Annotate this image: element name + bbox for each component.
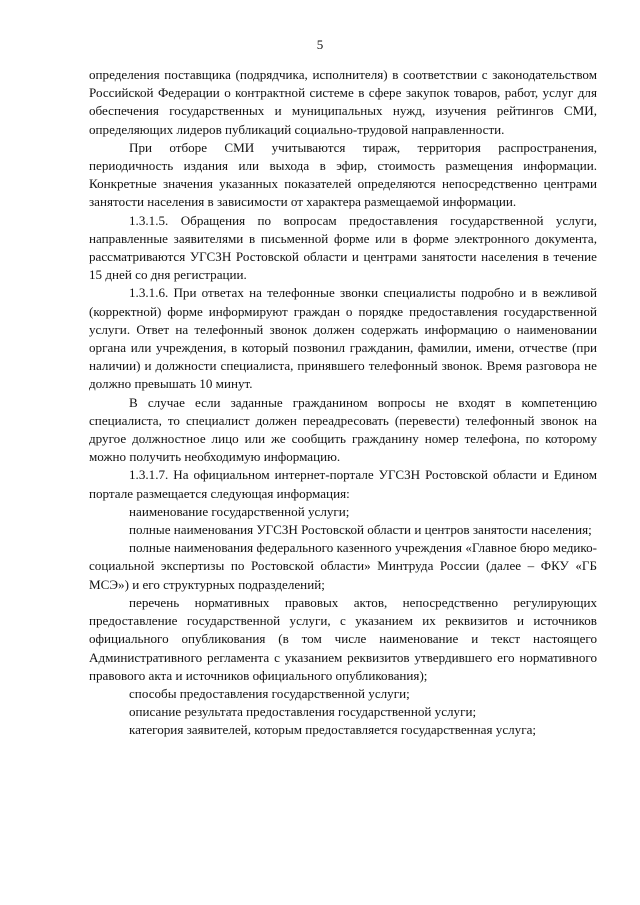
list-item-provision-methods: способы предоставления государственной услуги;	[129, 685, 410, 701]
list-item-agency-names: полные наименования УГСЗН Ростовской области и центров занятости населения;	[129, 522, 592, 538]
paragraph-1-3-1-7: 1.3.1.7. На официальном интернет-портале УГСЗН Ростовской области и Едином портале размещается следующая информация:	[89, 467, 597, 501]
list-item-service-name: наименование государственной услуги;	[129, 503, 350, 519]
paragraph-continuation: определения поставщика (подрядчика, исполнителя) в соответствии с законодательством Российской Федерации о контрактной системе в сфере закупок товаров, работ, услуг для обеспечения государственных и муниципальных нужд, изучения рейтингов СМИ, определяющих лидеров публикаций социально-трудовой направленности.	[89, 67, 597, 137]
document-body	[89, 66, 597, 740]
list-item-applicant-category: категория заявителей, которым предоставляется государственная услуга;	[129, 722, 537, 738]
paragraph-1-3-1-5: 1.3.1.5. Обращения по вопросам предоставления государственной услуги, направленные заявителями в письменной форме или в форме электронного документа, рассматриваются УГСЗН Ростовской области и центрами занятости населения в течение 15 дней со дня регистрации.	[89, 212, 597, 283]
page-number: 5	[316, 37, 324, 52]
list-item-legal-acts: перечень нормативных правовых актов, непосредственно регулирующих предоставление государственной услуги, с указанием их реквизитов и источников официального опубликования (в том числе наименование и текст настоящего Административного регламента с указанием реквизитов утвердившего его нормативного правового акта и источников официального опубликования);	[89, 594, 597, 683]
paragraph-media-selection: При отборе СМИ учитываются тираж, территория распространения, периодичность издания или выхода в эфир, стоимость размещения информации. Конкретные значения указанных показателей определяются непосредственно центрами занятости населения в зависимости от характера размещаемой информации.	[89, 139, 597, 210]
paragraph-1-3-1-6: 1.3.1.6. При ответах на телефонные звонки специалисты подробно и в вежливой (корректной) форме информируют граждан о порядке предоставления государственной услуги. Ответ на телефонный звонок должен содержать информацию о наименовании органа или учреждения, в который позвонил гражданин, фамилии, имени, отчестве (при наличии) и должности специалиста, принявшего телефонный звонок. Время разговора не должно превышать 10 минут.	[89, 285, 597, 392]
list-item-federal-institution: полные наименования федерального казенного учреждения «Главное бюро медико-социальной экспертизы по Ростовской области» Минтруда России (далее – ФКУ «ГБ МСЭ») и его структурных подразделений;	[89, 540, 597, 592]
paragraph-call-redirect: В случае если заданные гражданином вопросы не входят в компетенцию специалиста, то специалист должен переадресовать (перевести) телефонный звонок на другое должностное лицо или же сообщить гражданину номер телефона, по которому можно получить необходимую информацию.	[89, 394, 597, 465]
list-item-result-description: описание результата предоставления государственной услуги;	[129, 704, 477, 720]
